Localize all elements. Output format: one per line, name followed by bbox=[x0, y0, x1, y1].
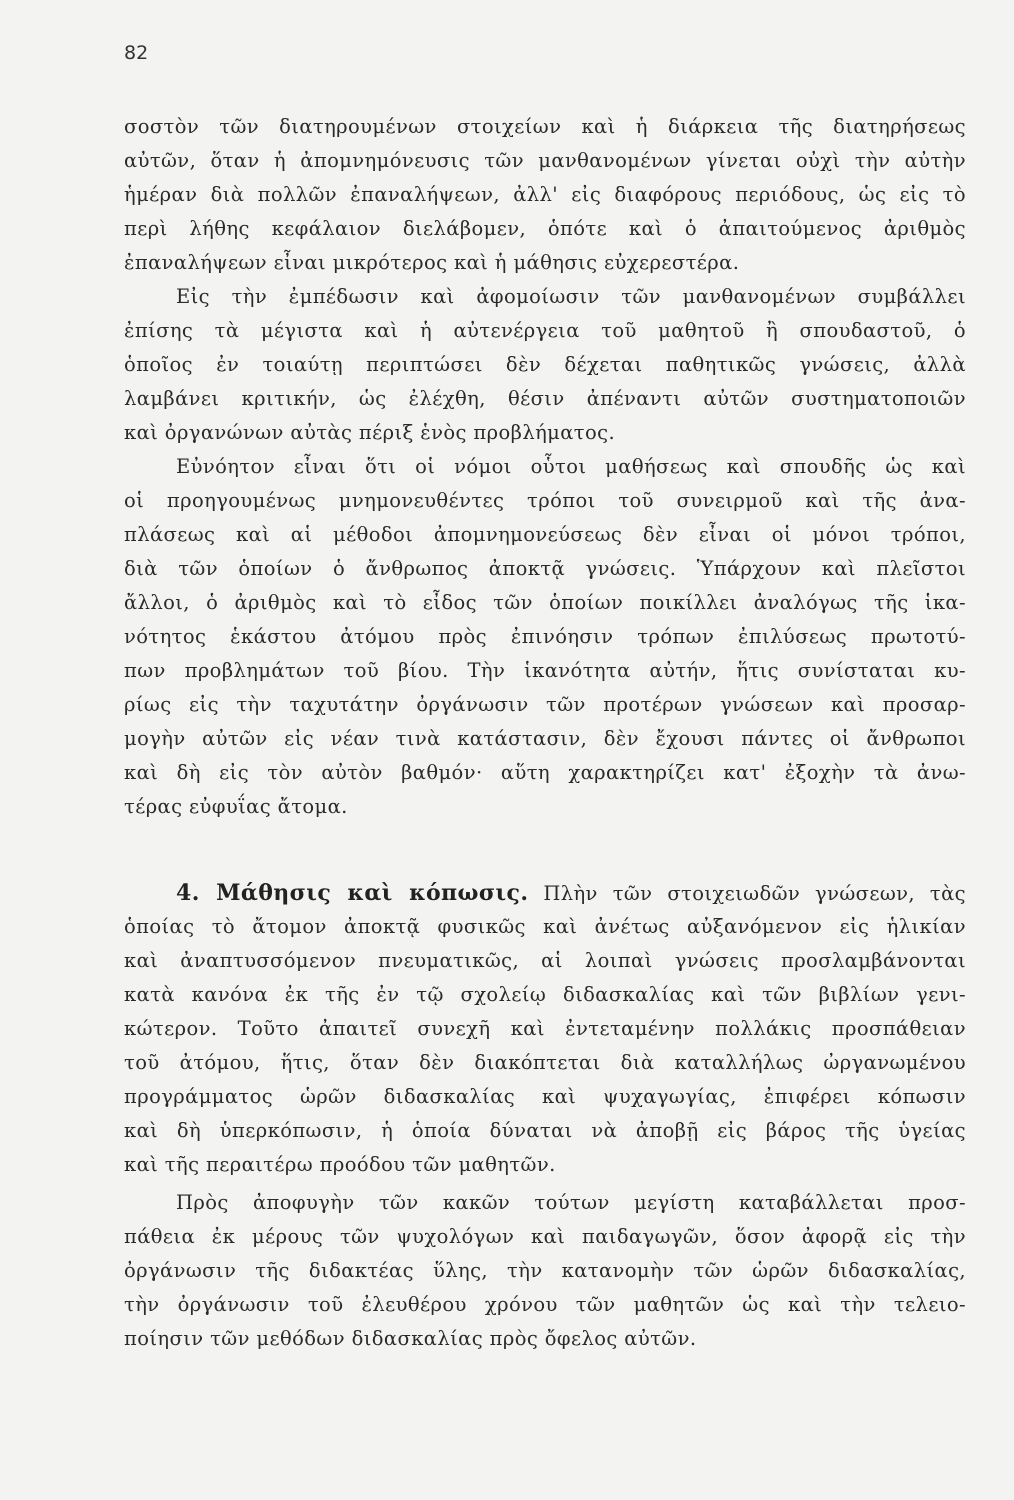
paragraph-line: νότητος ἑκάστου ἀτόμου πρὸς ἐπινόησιν τρόπων ἐπιλύσεως πρωτοτύ- bbox=[124, 625, 966, 648]
paragraph-line: κατὰ κανόνα ἐκ τῆς ἐν τῷ σχολείῳ διδασκαλίας καὶ τῶν βιβλίων γενι- bbox=[124, 983, 966, 1006]
paragraph-line: ὀργάνωσιν τῆς διδακτέας ὕλης, τὴν κατανομὴν τῶν ὡρῶν διδασκαλίας, bbox=[124, 1259, 966, 1282]
paragraph-3 bbox=[124, 450, 966, 824]
paragraph-line: τὴν ὀργάνωσιν τοῦ ἐλευθέρου χρόνου τῶν μαθητῶν ὡς καὶ τὴν τελειο- bbox=[124, 1293, 966, 1316]
paragraph-line: πλάσεως καὶ αἱ μέθοδοι ἀπομνημονεύσεως δὲν εἶναι οἱ μόνοι τρόποι, bbox=[124, 523, 966, 546]
paragraph-line: καὶ ἀναπτυσσόμενον πνευματικῶς, αἱ λοιπαὶ γνώσεις προσλαμβάνονται bbox=[124, 949, 966, 972]
paragraph-line: τοῦ ἀτόμου, ἥτις, ὅταν δὲν διακόπτεται διὰ καταλλήλως ὠργανωμένου bbox=[124, 1051, 966, 1074]
section-first-line bbox=[124, 876, 966, 910]
paragraph-line: πων προβλημάτων τοῦ βίου. Τὴν ἱκανότητα αὐτήν, ἥτις συνίσταται κυ- bbox=[124, 659, 966, 682]
paragraph-line: προγράμματος ὡρῶν διδασκαλίας καὶ ψυχαγωγίας, ἐπιφέρει κόπωσιν bbox=[124, 1085, 966, 1108]
paragraph-2 bbox=[124, 280, 966, 450]
paragraph-line: κώτερον. Τοῦτο ἀπαιτεῖ συνεχῆ καὶ ἐντεταμένην πολλάκις προσπάθειαν bbox=[124, 1017, 966, 1040]
section-first-line-text: Πλὴν τῶν στοιχειωδῶν γνώσεων, τὰς bbox=[543, 882, 966, 905]
paragraph-line: σοστὸν τῶν διατηρουμένων στοιχείων καὶ ἡ διάρκεια τῆς διατηρήσεως bbox=[124, 115, 966, 138]
paragraph-line: ὁποῖος ἐν τοιαύτῃ περιπτώσει δὲν δέχεται παθητικῶς γνώσεις, ἀλλὰ bbox=[124, 353, 966, 376]
paragraph-line: διὰ τῶν ὁποίων ὁ ἄνθρωπος ἀποκτᾷ γνώσεις. Ὑπάρχουν καὶ πλεῖστοι bbox=[124, 557, 966, 580]
paragraph-line: ποίησιν τῶν μεθόδων διδασκαλίας πρὸς ὄφελος αὐτῶν. bbox=[124, 1327, 697, 1350]
paragraph-line: ἡμέραν διὰ πολλῶν ἐπαναλήψεων, ἀλλ' εἰς διαφόρους περιόδους, ὡς εἰς τὸ bbox=[124, 183, 966, 206]
paragraph-line: Εἰς τὴν ἐμπέδωσιν καὶ ἀφομοίωσιν τῶν μανθανομένων συμβάλλει bbox=[176, 285, 966, 308]
paragraph-line: ἄλλοι, ὁ ἀριθμὸς καὶ τὸ εἶδος τῶν ὁποίων ποικίλλει ἀναλόγως τῆς ἱκα- bbox=[124, 591, 966, 614]
section-heading: 4. Μάθησις καὶ κόπωσις. bbox=[176, 880, 529, 906]
paragraph-line: ἐπαναλήψεων εἶναι μικρότερος καὶ ἡ μάθησις εὐχερεστέρα. bbox=[124, 251, 740, 274]
paragraph-line: τέρας εὐφυΐας ἄτομα. bbox=[124, 795, 348, 818]
paragraph-line: οἱ προηγουμένως μνημονευθέντες τρόποι τοῦ συνειρμοῦ καὶ τῆς ἀνα- bbox=[124, 489, 966, 512]
paragraph-line: καὶ δὴ ὑπερκόπωσιν, ἡ ὁποία δύναται νὰ ἀποβῇ εἰς βάρος τῆς ὑγείας bbox=[124, 1119, 966, 1142]
paragraph-line: ἐπίσης τὰ μέγιστα καὶ ἡ αὐτενέργεια τοῦ μαθητοῦ ἢ σπουδαστοῦ, ὁ bbox=[124, 319, 966, 342]
paragraph-line: καὶ ὀργανώνων αὐτὰς πέριξ ἑνὸς προβλήματος. bbox=[124, 421, 616, 444]
page-number: 82 bbox=[124, 42, 149, 64]
paragraph-line: μογὴν αὐτῶν εἰς νέαν τινὰ κατάστασιν, δὲν ἔχουσι πάντες οἱ ἄνθρωποι bbox=[124, 727, 966, 750]
paragraph-line: Εὐνόητον εἶναι ὅτι οἱ νόμοι οὗτοι μαθήσεως καὶ σπουδῆς ὡς καὶ bbox=[176, 455, 966, 478]
paragraph-line: καὶ δὴ εἰς τὸν αὐτὸν βαθμόν· αὕτη χαρακτηρίζει κατ' ἐξοχὴν τὰ ἀνω- bbox=[124, 761, 966, 784]
paragraph-line: ρίως εἰς τὴν ταχυτάτην ὀργάνωσιν τῶν προτέρων γνώσεων καὶ προσαρ- bbox=[124, 693, 966, 716]
paragraph-line: καὶ τῆς περαιτέρω προόδου τῶν μαθητῶν. bbox=[124, 1153, 556, 1176]
paragraph-line: Πρὸς ἀποφυγὴν τῶν κακῶν τούτων μεγίστη καταβάλλεται προσ- bbox=[176, 1191, 966, 1214]
section-4 bbox=[124, 876, 966, 1182]
paragraph-line: πάθεια ἐκ μέρους τῶν ψυχολόγων καὶ παιδαγωγῶν, ὅσον ἀφορᾷ εἰς τὴν bbox=[124, 1225, 966, 1248]
paragraph-line: ὁποίας τὸ ἄτομον ἀποκτᾷ φυσικῶς καὶ ἀνέτως αὐξανόμενον εἰς ἡλικίαν bbox=[124, 915, 966, 938]
paragraph-line: περὶ λήθης κεφάλαιον διελάβομεν, ὁπότε καὶ ὁ ἀπαιτούμενος ἀριθμὸς bbox=[124, 217, 966, 240]
paragraph-1 bbox=[124, 110, 966, 280]
paragraph-line: αὐτῶν, ὅταν ἡ ἀπομνημόνευσις τῶν μανθανομένων γίνεται οὐχὶ τὴν αὐτὴν bbox=[124, 149, 966, 172]
paragraph-final bbox=[124, 1186, 966, 1356]
paragraph-line: λαμβάνει κριτικήν, ὡς ἐλέχθη, θέσιν ἀπέναντι αὐτῶν συστηματοποιῶν bbox=[124, 387, 966, 410]
